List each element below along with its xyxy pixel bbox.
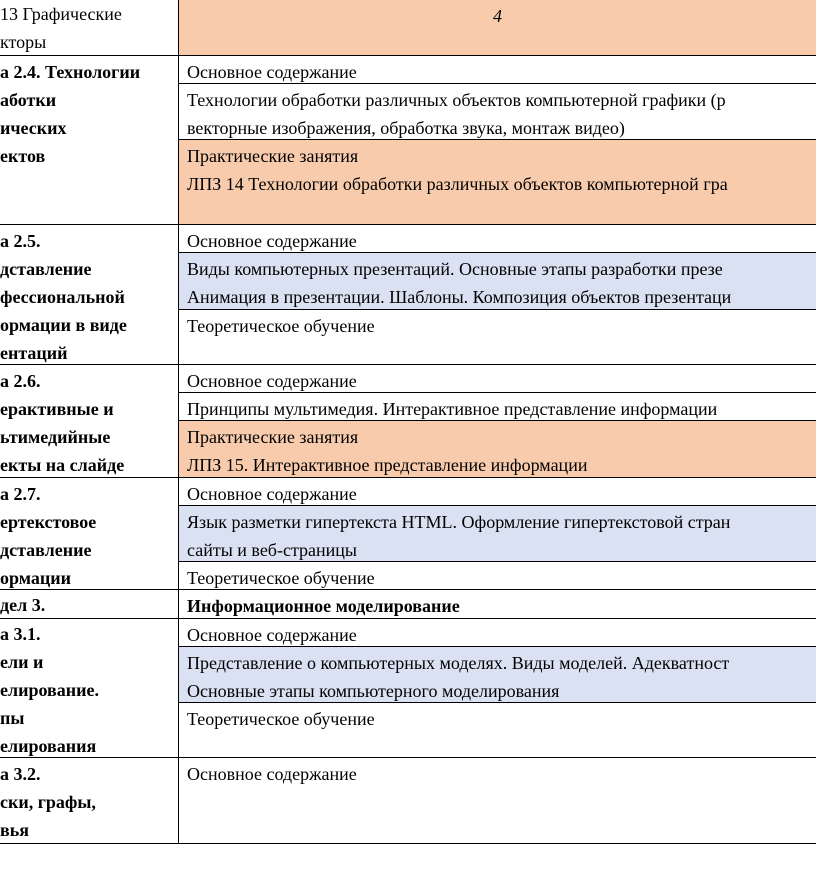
content-cell — [179, 393, 816, 421]
content-line: Виды компьютерных презентаций. Основные этапы разработки презе — [187, 259, 723, 279]
topic-cell — [0, 58, 178, 225]
content-line: ЛПЗ 14 Технологии обработки различных объектов компьютерной гра — [187, 174, 728, 194]
topic-line: а 2.4. Технологии — [0, 62, 141, 82]
topic-cell — [0, 0, 178, 56]
content-cell — [179, 140, 816, 225]
topic-cell — [0, 620, 178, 758]
content-line: Технологии обработки различных объектов компьютерной графики (р — [187, 90, 726, 110]
content-cell — [179, 365, 816, 393]
content-cell — [179, 84, 816, 140]
content-line: Основное содержание — [187, 231, 357, 251]
topic-line: ектов — [0, 146, 46, 166]
topic-cell — [0, 760, 178, 844]
content-line: Теоретическое обучение — [187, 568, 375, 588]
topic-line: ормации в виде — [0, 315, 127, 335]
topic-line: елирование. — [0, 680, 99, 700]
content-cell — [179, 619, 816, 647]
content-line: Основное содержание — [187, 62, 357, 82]
content-cell — [179, 310, 816, 365]
topic-cell — [0, 227, 178, 365]
topic-cell — [0, 591, 178, 619]
topic-line: ертекстовое — [0, 512, 97, 532]
topic-line: аботки — [0, 90, 57, 110]
topic-line: ических — [0, 118, 67, 138]
content-line: 4 — [493, 6, 502, 26]
topic-line: пы — [0, 708, 25, 728]
topic-line: дел 3. — [0, 595, 46, 615]
content-line: Информационное моделирование — [187, 596, 460, 616]
content-cell — [179, 421, 816, 478]
content-cell — [179, 590, 816, 619]
content-cell — [179, 0, 816, 56]
topic-line: кторы — [0, 32, 47, 52]
topic-line: ели и — [0, 652, 44, 672]
topic-line: ормации — [0, 568, 71, 588]
content-cell — [179, 562, 816, 590]
content-line: Основное содержание — [187, 484, 357, 504]
content-line: сайты и веб-страницы — [187, 540, 358, 560]
content-cell — [179, 56, 816, 84]
content-line: Теоретическое обучение — [187, 709, 375, 729]
content-line: ЛПЗ 15. Интерактивное представление информации — [187, 455, 588, 475]
column-divider — [178, 0, 179, 844]
content-cell — [179, 478, 816, 506]
topic-line: а 3.1. — [0, 624, 41, 644]
topic-line: дставление — [0, 259, 92, 279]
topic-line: а 2.5. — [0, 231, 41, 251]
topic-line: елирования — [0, 736, 97, 756]
content-cell — [179, 506, 816, 562]
content-line: Практические занятия — [187, 146, 359, 166]
content-line: Теоретическое обучение — [187, 316, 375, 336]
topic-line: а 2.6. — [0, 371, 41, 391]
content-line: Практические занятия — [187, 427, 359, 447]
topic-line: ски, графы, — [0, 792, 96, 812]
content-line: Представление о компьютерных моделях. Виды моделей. Адекватност — [187, 653, 730, 673]
topic-cell — [0, 480, 178, 590]
topic-line: ьтимедийные — [0, 427, 111, 447]
content-line: Принципы мультимедия. Интерактивное представление информации — [187, 399, 718, 419]
content-line: Основные этапы компьютерного моделирования — [187, 681, 560, 701]
content-line: векторные изображения, обработка звука, монтаж видео) — [187, 118, 625, 138]
topic-cell — [0, 367, 178, 478]
content-line: Анимация в презентации. Шаблоны. Композиция объектов презентаци — [187, 287, 732, 307]
content-cell — [179, 253, 816, 310]
topic-line: 13 Графические — [0, 4, 122, 24]
topic-line: а 2.7. — [0, 484, 41, 504]
content-line: Основное содержание — [187, 371, 357, 391]
topic-line: ентаций — [0, 343, 68, 363]
content-line: Язык разметки гипертекста HTML. Оформление гипертекстовой стран — [187, 512, 731, 532]
row-border — [0, 843, 816, 844]
content-line: Основное содержание — [187, 625, 357, 645]
topic-line: дставление — [0, 540, 92, 560]
content-cell — [179, 647, 816, 703]
topic-line: екты на слайде — [0, 455, 125, 475]
content-line: Основное содержание — [187, 764, 357, 784]
topic-line: ерактивные и — [0, 399, 114, 419]
content-cell — [179, 703, 816, 758]
content-cell — [179, 758, 816, 844]
topic-line: фессиональной — [0, 287, 125, 307]
topic-line: вья — [0, 820, 29, 840]
content-cell — [179, 225, 816, 253]
topic-line: а 3.2. — [0, 764, 41, 784]
